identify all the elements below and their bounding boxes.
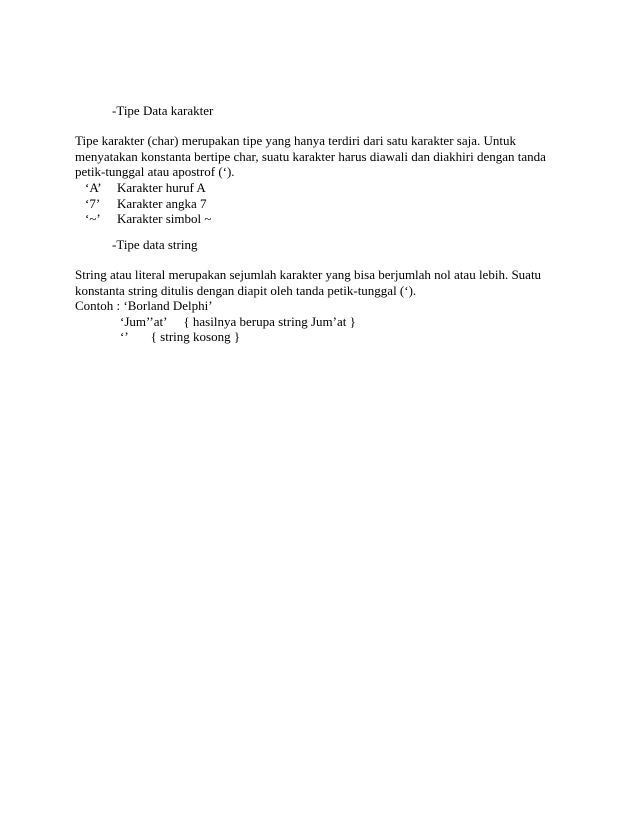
string-example-literal: ‘’ <box>120 329 129 344</box>
section-heading-string: -Tipe data string <box>112 237 198 252</box>
paragraph-karakter: Tipe karakter (char) merupakan tipe yang hanya terdiri dari satu karakter saja. Untuk menyatakan konstanta bertipe char, suatu karakter harus diawali dan diakhiri dengan tanda petik-tunggal atau apostrof (‘). <box>75 133 546 179</box>
contoh-line: Contoh : ‘Borland Delphi’ <box>75 298 213 313</box>
example-row <box>85 180 206 196</box>
string-example-row <box>120 329 240 345</box>
example-description: Karakter huruf A <box>117 180 206 195</box>
string-example-row <box>120 314 356 330</box>
example-description: Karakter angka 7 <box>117 195 207 211</box>
paragraph-string: String atau literal merupakan sejumlah karakter yang bisa berjumlah nol atau lebih. Suatu konstanta string ditulis dengan diapit oleh tanda petik-tunggal (‘). <box>75 267 542 298</box>
example-literal: ‘~’ <box>85 211 101 226</box>
example-literal: ‘A’ <box>85 180 102 195</box>
string-example-literal: ‘Jum’’at’ <box>120 313 168 329</box>
string-example-comment: { string kosong } <box>150 329 241 344</box>
string-example-comment: { hasilnya berupa string Jum’at } <box>183 313 356 329</box>
section-heading-karakter: -Tipe Data karakter <box>112 103 214 118</box>
example-literal: ‘7’ <box>85 195 101 211</box>
example-description: Karakter simbol ~ <box>117 211 212 226</box>
example-row <box>85 211 211 227</box>
example-row <box>85 196 207 212</box>
